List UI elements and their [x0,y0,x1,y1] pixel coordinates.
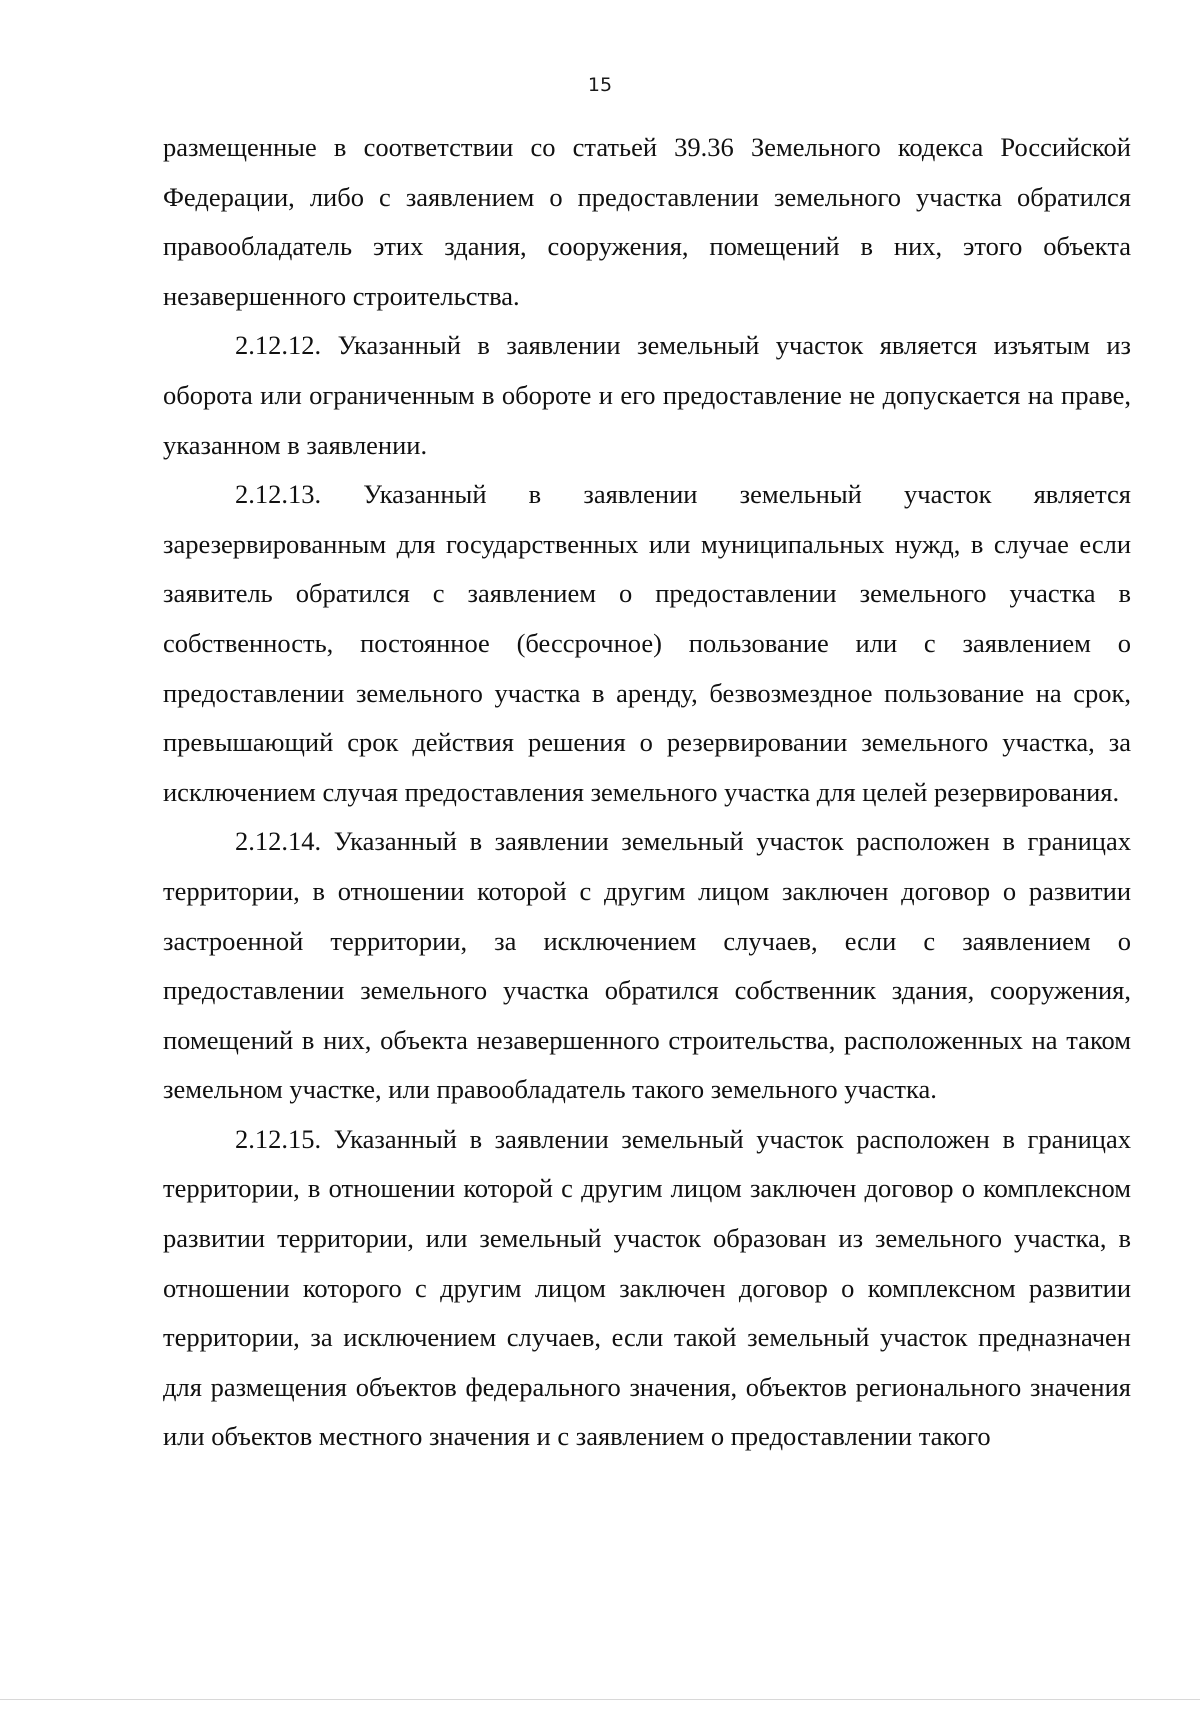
paragraph-continuation: размещенные в соответствии со статьей 39.36 Земельного кодекса Российской Федерации, либо с заявлением о предоставлении земельного участка обратился правообладатель этих здания, сооружения, помещений в них, этого объекта незавершенного строительства. [163,132,1131,311]
paragraph-2-12-15: 2.12.15. Указанный в заявлении земельный участок расположен в границах территории, в отношении которой с другим лицом заключен договор о комплексном развитии территории, или земельный участок образован из земельного участка, в отношении которого с другим лицом заключен договор о комплексном развитии территории, за исключением случаев, если такой земельный участок предназначен для размещения объектов федерального значения, объектов регионального значения или объектов местного значения и с заявлением о предоставлении такого [163,1123,1131,1452]
page-number: 15 [587,74,613,96]
paragraph-2-12-12: 2.12.12. Указанный в заявлении земельный участок является изъятым из оборота или ограниченным в обороте и его предоставление не допускается на праве, указанном в заявлении. [163,330,1131,460]
scan-edge-line [0,1699,1200,1700]
document-body [163,123,1131,1462]
paragraph-2-12-13: 2.12.13. Указанный в заявлении земельный участок является зарезервированным для государственных или муниципальных нужд, в случае если заявитель обратился с заявлением о предоставлении земельного участка в собственность, постоянное (бессрочное) пользование или с заявлением о предоставлении земельного участка в аренду, безвозмездное пользование на срок, превышающий срок действия решения о резервировании земельного участка, за исключением случая предоставления земельного участка для целей резервирования. [163,479,1131,807]
paragraph-2-12-14: 2.12.14. Указанный в заявлении земельный участок расположен в границах территории, в отношении которой с другим лицом заключен договор о развитии застроенной территории, за исключением случаев, если с заявлением о предоставлении земельного участка обратился собственник здания, сооружения, помещений в них, объекта незавершенного строительства, расположенных на таком земельном участке, или правообладатель такого земельного участка. [163,826,1131,1105]
